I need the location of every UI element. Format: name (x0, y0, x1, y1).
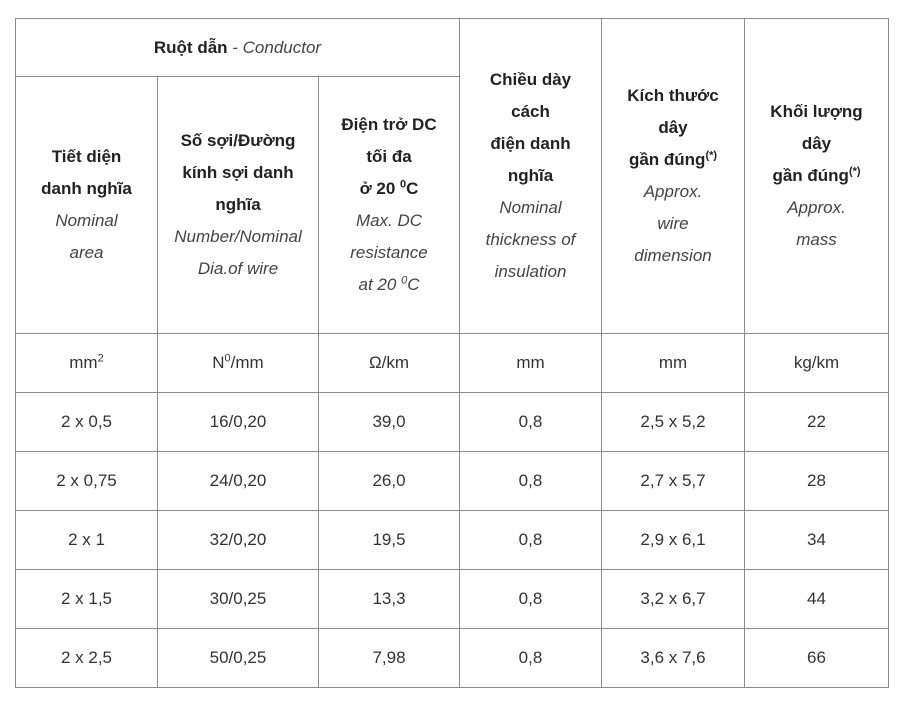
col2-vi-line3: nghĩa (215, 195, 261, 214)
cell-thickness: 0,8 (460, 629, 602, 688)
col3-en-temp-suffix: C (407, 275, 420, 294)
col6-footnote-mark: (*) (848, 165, 861, 178)
column-header-resistance (319, 77, 460, 334)
col3-en-line2: resistance (350, 243, 428, 262)
cell-thickness: 0,8 (460, 452, 602, 511)
unit-wire-base: N (212, 353, 225, 372)
column-header-wire (158, 77, 319, 334)
cell-area: 2 x 1,5 (16, 570, 158, 629)
col1-vi-line2: danh nghĩa (41, 179, 132, 198)
column-header-mass (745, 19, 889, 334)
col5-footnote-mark: (*) (705, 149, 718, 162)
cell-mass: 66 (745, 629, 889, 688)
col3-vi-line3 (323, 173, 455, 205)
unit-thickness: mm (460, 334, 602, 393)
conductor-group-header (16, 19, 460, 77)
cell-area: 2 x 0,75 (16, 452, 158, 511)
col3-en-temp-prefix: at 20 (358, 275, 402, 294)
units-row (16, 334, 889, 393)
cell-resistance: 19,5 (319, 511, 460, 570)
col3-en-line3 (323, 269, 455, 301)
unit-wire-suffix: /mm (230, 353, 264, 372)
cell-area: 2 x 2,5 (16, 629, 158, 688)
col2-vi-line1: Số sợi/Đường (180, 131, 296, 150)
column-header-dimension (602, 19, 745, 334)
col3-vi-temp-prefix: ở 20 (359, 179, 401, 198)
col6-vi-line2: dây (801, 134, 832, 153)
column-header-area (16, 77, 158, 334)
col1-vi-line1: Tiết diện (51, 147, 122, 166)
cell-wire: 30/0,25 (158, 570, 319, 629)
col6-vi-approx: gần đúng (772, 166, 849, 185)
cell-thickness: 0,8 (460, 393, 602, 452)
col4-vi-line3: điện danh (490, 134, 571, 153)
col3-en-line1: Max. DC (355, 211, 423, 230)
col5-vi-line2: dây (658, 118, 688, 137)
col6-vi-line1: Khối lượng (770, 102, 863, 121)
col5-en-line3: dimension (634, 246, 712, 265)
col2-vi-line2: kính sợi danh (182, 163, 294, 182)
group-header-sep: - (227, 37, 243, 57)
unit-area (16, 334, 158, 393)
col4-vi-line1: Chiều dày (489, 70, 572, 89)
col1-en-line1: Nominal (55, 211, 118, 230)
column-header-insulation (460, 19, 602, 334)
table-row (16, 629, 889, 688)
unit-wire-sup: 0 (224, 352, 231, 365)
col3-vi-temp-suffix: C (406, 179, 419, 198)
table-row (16, 452, 889, 511)
table-row (16, 570, 889, 629)
cell-mass: 44 (745, 570, 889, 629)
cell-wire: 24/0,20 (158, 452, 319, 511)
col5-en-line1: Approx. (643, 182, 703, 201)
col4-en-line2: thickness of (485, 230, 576, 249)
col2-en-line2: Dia.of wire (197, 259, 279, 278)
col2-en-line1: Number/Nominal (174, 227, 302, 246)
cell-resistance: 13,3 (319, 570, 460, 629)
unit-wire (158, 334, 319, 393)
unit-area-sup: 2 (97, 352, 104, 365)
cell-dimension: 2,5 x 5,2 (602, 393, 745, 452)
cell-mass: 34 (745, 511, 889, 570)
cell-mass: 28 (745, 452, 889, 511)
cell-thickness: 0,8 (460, 570, 602, 629)
col4-en-line3: insulation (494, 262, 567, 281)
group-header-vi: Ruột dẫn (153, 37, 228, 57)
col4-vi-line4: nghĩa (507, 166, 554, 185)
group-header-en: Conductor (242, 37, 322, 57)
cell-thickness: 0,8 (460, 511, 602, 570)
col3-vi-line1: Điện trở DC (341, 115, 437, 134)
col5-vi-approx: gần đúng (628, 150, 706, 169)
cell-dimension: 2,9 x 6,1 (602, 511, 745, 570)
cell-dimension: 3,2 x 6,7 (602, 570, 745, 629)
cell-wire: 32/0,20 (158, 511, 319, 570)
unit-area-base: mm (69, 353, 98, 372)
col5-vi-line1: Kích thước (627, 86, 719, 105)
cell-mass: 22 (745, 393, 889, 452)
cell-resistance: 7,98 (319, 629, 460, 688)
col3-en-temp-sup: 0 (401, 274, 408, 287)
conductor-spec-table (15, 18, 889, 688)
unit-mass: kg/km (745, 334, 889, 393)
cell-resistance: 26,0 (319, 452, 460, 511)
col5-en-line2: wire (657, 214, 689, 233)
col6-en-line2: mass (796, 230, 837, 249)
col4-en-line1: Nominal (499, 198, 562, 217)
cell-area: 2 x 1 (16, 511, 158, 570)
col6-vi-line3 (749, 160, 884, 192)
col1-en-line2: area (69, 243, 104, 262)
cell-resistance: 39,0 (319, 393, 460, 452)
col5-vi-line3 (606, 144, 740, 176)
col6-en-line1: Approx. (787, 198, 846, 217)
unit-resistance: Ω/km (319, 334, 460, 393)
col3-vi-temp-sup: 0 (400, 178, 407, 191)
cell-dimension: 3,6 x 7,6 (602, 629, 745, 688)
unit-dimension: mm (602, 334, 745, 393)
cell-area: 2 x 0,5 (16, 393, 158, 452)
cell-dimension: 2,7 x 5,7 (602, 452, 745, 511)
table-row (16, 511, 889, 570)
cell-wire: 16/0,20 (158, 393, 319, 452)
col3-vi-line2: tối đa (366, 147, 412, 166)
cell-wire: 50/0,25 (158, 629, 319, 688)
col4-vi-line2: cách (511, 102, 550, 121)
table-row (16, 393, 889, 452)
